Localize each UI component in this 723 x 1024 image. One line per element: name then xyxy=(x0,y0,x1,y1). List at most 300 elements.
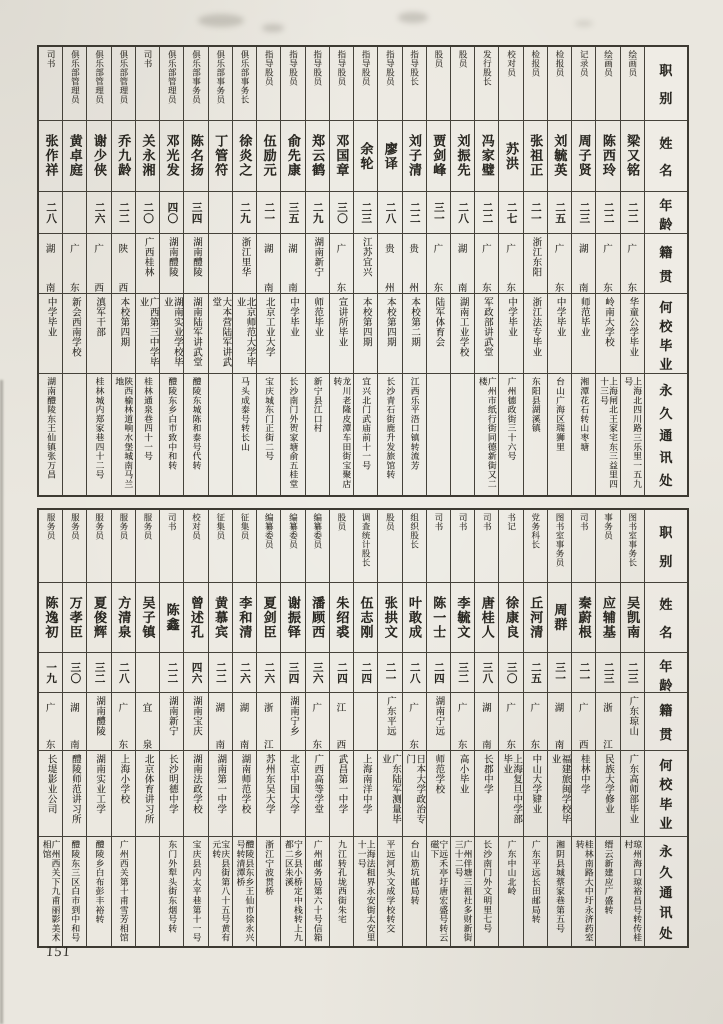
origin-cell xyxy=(233,233,256,293)
age-cell xyxy=(403,652,426,692)
age-cell xyxy=(209,652,232,692)
job-cell xyxy=(596,47,619,120)
name-cell xyxy=(548,582,571,652)
age-cell xyxy=(136,191,159,233)
school-text: 师范学校 xyxy=(433,754,444,794)
school-text: 师范毕业 xyxy=(312,297,323,337)
person-column xyxy=(571,510,595,946)
school-cell xyxy=(112,750,135,836)
school-cell xyxy=(596,293,619,373)
origin-cell: 湖 南 xyxy=(257,233,280,293)
age-cell xyxy=(330,191,353,233)
school-cell xyxy=(524,293,547,373)
origin-cell: 湖 南 xyxy=(209,692,232,750)
job-cell xyxy=(354,510,377,582)
name-text: 谢振铎 xyxy=(285,595,301,640)
person-column xyxy=(523,47,547,495)
job-text: 服务员 xyxy=(46,513,57,540)
job-text: 俱乐部事务员 xyxy=(191,50,202,104)
job-cell xyxy=(596,510,619,582)
job-text: 校对员 xyxy=(191,513,202,540)
school-text: 湖南师范学校 xyxy=(239,754,250,814)
name-text: 徐康良 xyxy=(503,595,519,640)
school-cell xyxy=(209,750,232,836)
school-cell xyxy=(378,750,401,836)
age-cell xyxy=(281,191,304,233)
name-cell xyxy=(233,120,256,191)
address-text: 上海法租界永安街太安里十一号 xyxy=(356,840,376,943)
school-text: 中学毕业 xyxy=(554,297,565,337)
school-text: 新会西南学校 xyxy=(69,297,80,357)
job-cell xyxy=(306,47,329,120)
school-cell xyxy=(621,750,644,836)
school-cell xyxy=(39,750,62,836)
address-cell xyxy=(112,373,135,495)
address-text: 广东中山北岭 xyxy=(506,840,517,896)
address-cell xyxy=(136,836,159,946)
address-text: 浙江宁波贯桥 xyxy=(264,840,275,896)
person-column xyxy=(305,47,329,495)
name-text: 夏俊辉 xyxy=(91,595,107,640)
age-text: 三四 xyxy=(287,661,299,684)
name-text: 李和清 xyxy=(237,595,253,640)
address-text: 广州德政街三十六号 xyxy=(506,377,517,461)
name-text: 谢少侠 xyxy=(91,134,107,178)
school-cell xyxy=(451,293,474,373)
name-text: 李毓文 xyxy=(455,595,471,640)
job-cell xyxy=(330,47,353,120)
school-cell xyxy=(596,750,619,836)
person-column xyxy=(208,510,232,946)
job-cell xyxy=(257,47,280,120)
school-text: 本校第四期 xyxy=(360,297,371,347)
name-cell xyxy=(184,120,207,191)
origin-cell xyxy=(87,692,110,750)
name-text: 贾剑峰 xyxy=(431,134,447,178)
field-header-origin: 籍 贯 xyxy=(645,233,687,293)
person-column xyxy=(523,510,547,946)
job-text: 俱乐部管理员 xyxy=(94,50,105,104)
name-cell xyxy=(257,120,280,191)
address-text: 湖南醴陵东王仙镇张万昌 xyxy=(46,377,57,480)
name-cell xyxy=(524,120,547,191)
origin-cell: 广 东 xyxy=(330,233,353,293)
name-cell xyxy=(63,582,86,652)
age-cell xyxy=(596,191,619,233)
name-text: 周群 xyxy=(552,603,568,632)
name-cell xyxy=(209,120,232,191)
name-cell xyxy=(524,582,547,652)
age-text: 三五 xyxy=(287,201,299,224)
school-text: 中学毕业 xyxy=(45,297,56,337)
address-cell xyxy=(87,836,110,946)
name-text: 应辅基 xyxy=(600,595,616,640)
age-text: 二一 xyxy=(263,201,275,224)
person-column xyxy=(547,47,571,495)
scan-edge-shadow xyxy=(0,380,3,1024)
school-text: 湖南实业工学 xyxy=(94,754,105,814)
address-text: 东阳县湖溪镇 xyxy=(530,377,541,433)
job-text: 发行股长 xyxy=(482,50,493,86)
origin-cell: 广 东 xyxy=(524,692,547,750)
school-text: 师范毕业 xyxy=(578,297,589,337)
name-text: 伍志刚 xyxy=(358,595,374,640)
age-cell xyxy=(63,652,86,692)
age-text: 三八 xyxy=(481,661,493,684)
address-text: 平远河头文成学校转交 xyxy=(385,840,396,933)
age-cell xyxy=(112,652,135,692)
name-cell xyxy=(87,582,110,652)
job-cell xyxy=(403,510,426,582)
origin-cell xyxy=(184,692,207,750)
job-cell xyxy=(136,47,159,120)
field-header-age: 年 龄 xyxy=(645,652,687,692)
school-text: 上海复旦中学部毕业 xyxy=(501,754,522,824)
school-cell xyxy=(572,293,595,373)
origin-cell: 湖 南 xyxy=(451,233,474,293)
roster-table-bottom xyxy=(37,508,689,948)
address-cell xyxy=(233,836,256,946)
age-text: 二八 xyxy=(384,201,396,224)
age-cell xyxy=(378,652,401,692)
age-text: 三〇 xyxy=(69,661,81,684)
job-cell xyxy=(499,47,522,120)
age-cell xyxy=(330,652,353,692)
school-cell xyxy=(233,750,256,836)
job-text: 绘画员 xyxy=(627,50,638,77)
person-column xyxy=(402,47,426,495)
school-text: 浙江法专毕业 xyxy=(530,297,541,357)
job-cell xyxy=(330,510,353,582)
job-text: 组织股长 xyxy=(409,513,420,549)
name-text: 周子贤 xyxy=(576,134,592,178)
name-text: 刘子清 xyxy=(407,134,423,178)
age-text: 二二 xyxy=(117,201,129,224)
school-text: 湖南实业学校毕业 xyxy=(161,297,182,367)
name-text: 刘振先 xyxy=(455,134,471,178)
name-cell xyxy=(596,120,619,191)
school-text: 苏州东吴大学 xyxy=(263,754,274,814)
school-text: 本校第二期 xyxy=(409,297,420,347)
job-cell xyxy=(451,47,474,120)
address-cell xyxy=(330,373,353,495)
address-cell xyxy=(209,836,232,946)
job-text: 编纂委员 xyxy=(288,513,299,549)
address-cell xyxy=(548,836,571,946)
school-cell xyxy=(330,750,353,836)
person-column xyxy=(620,510,644,946)
age-text: 二三 xyxy=(578,201,590,224)
person-column xyxy=(450,47,474,495)
school-cell xyxy=(475,293,498,373)
age-text: 二八 xyxy=(117,661,129,684)
job-cell xyxy=(63,47,86,120)
address-text: 上海闸北王家宅东三益里四十三号 xyxy=(599,377,618,489)
person-column xyxy=(377,510,401,946)
job-cell xyxy=(475,510,498,582)
age-cell xyxy=(257,191,280,233)
school-cell xyxy=(572,750,595,836)
name-text: 夏剑臣 xyxy=(261,595,277,640)
address-cell xyxy=(475,373,498,495)
job-cell xyxy=(524,510,547,582)
age-text: 二八 xyxy=(408,661,420,684)
job-text: 指导股员 xyxy=(264,50,275,86)
age-cell xyxy=(451,652,474,692)
address-text: 广州西关第十甫雪芳相馆 xyxy=(118,840,129,943)
school-cell xyxy=(499,750,522,836)
school-cell xyxy=(87,750,110,836)
job-text: 俱乐部事务员 xyxy=(215,50,226,104)
age-text: 二六 xyxy=(263,661,275,684)
origin-cell xyxy=(354,233,377,293)
name-cell xyxy=(354,120,377,191)
job-text: 指导股长 xyxy=(409,50,420,86)
roster-table-top xyxy=(37,45,689,497)
origin-cell: 广 东 xyxy=(499,233,522,293)
job-cell xyxy=(233,47,256,120)
name-cell xyxy=(160,120,183,191)
address-cell xyxy=(572,373,595,495)
name-text: 秦蔚根 xyxy=(576,595,592,640)
school-cell xyxy=(160,293,183,373)
person-column xyxy=(183,47,207,495)
name-text: 张拱文 xyxy=(382,595,398,640)
age-text: 二八 xyxy=(457,201,469,224)
age-text: 四〇 xyxy=(166,201,178,224)
job-text: 俱乐部管理员 xyxy=(167,50,178,104)
age-text: 二六 xyxy=(239,661,251,684)
age-text: 二八 xyxy=(45,201,57,224)
school-text: 日本大学政治专门 xyxy=(404,754,425,824)
name-text: 冯家璧 xyxy=(479,134,495,178)
field-header-address: 永 久 通 讯 处 xyxy=(645,373,687,495)
school-text: 北京师范大学毕业 xyxy=(234,297,255,367)
person-column xyxy=(595,47,619,495)
job-cell xyxy=(160,47,183,120)
address-text: 上海北四川路三乐里一五九号 xyxy=(623,377,643,489)
school-text: 华童公学毕业 xyxy=(627,297,638,357)
age-text: 二〇 xyxy=(142,201,154,224)
job-text: 司书 xyxy=(167,513,178,531)
name-cell xyxy=(548,120,571,191)
scan-smudge xyxy=(575,20,593,27)
name-cell xyxy=(403,582,426,652)
age-cell xyxy=(451,191,474,233)
address-cell xyxy=(281,373,304,495)
school-text: 高小毕业 xyxy=(457,754,468,794)
age-cell xyxy=(87,191,110,233)
school-cell xyxy=(403,750,426,836)
age-cell xyxy=(233,191,256,233)
person-column xyxy=(232,510,256,946)
age-cell xyxy=(87,652,110,692)
job-text: 事务员 xyxy=(603,513,614,540)
age-cell xyxy=(39,652,62,692)
address-cell xyxy=(621,373,644,495)
school-cell xyxy=(233,293,256,373)
school-text: 广西高等学堂 xyxy=(312,754,323,814)
job-text: 检报员 xyxy=(555,50,566,77)
address-text: 长沙青石街鹿升发旅馆转 xyxy=(385,377,396,480)
school-cell xyxy=(112,293,135,373)
origin-text: 江苏宜兴 xyxy=(360,237,371,277)
name-text: 吴子镇 xyxy=(140,595,156,640)
origin-cell xyxy=(427,692,450,750)
school-cell xyxy=(427,293,450,373)
address-text: 桂林城内郑家巷四十二号 xyxy=(94,377,105,480)
name-text: 陈鑫 xyxy=(164,603,180,632)
age-text: 二三 xyxy=(360,201,372,224)
school-cell xyxy=(184,750,207,836)
name-text: 乔九龄 xyxy=(116,134,132,178)
school-text: 北京体育讲习所 xyxy=(142,754,153,824)
address-text: 湘阴县城蔡家巷第五号 xyxy=(555,840,566,933)
person-column xyxy=(498,47,522,495)
origin-cell: 陕 西 xyxy=(112,233,135,293)
school-text: 本校第四期 xyxy=(384,297,395,347)
origin-cell: 广 西 xyxy=(87,233,110,293)
origin-cell: 贵 州 xyxy=(378,233,401,293)
address-text: 宜兴北门武庙前十一号 xyxy=(361,377,372,470)
address-cell xyxy=(330,836,353,946)
name-text: 张祖正 xyxy=(528,134,544,178)
age-cell xyxy=(475,191,498,233)
school-text: 北京工业大学 xyxy=(263,297,274,357)
age-text: 三二 xyxy=(93,661,105,684)
person-column xyxy=(39,510,62,946)
age-cell xyxy=(621,652,644,692)
job-text: 服务员 xyxy=(94,513,105,540)
school-text: 湖南工业学校 xyxy=(457,297,468,357)
school-cell xyxy=(136,293,159,373)
school-cell xyxy=(499,293,522,373)
name-text: 曾述孔 xyxy=(188,595,204,640)
origin-text: 湖南醴陵 xyxy=(166,237,177,277)
address-cell xyxy=(233,373,256,495)
name-text: 叶敢成 xyxy=(407,595,423,640)
scan-smudge xyxy=(398,12,428,23)
age-text: 二一 xyxy=(384,661,396,684)
address-cell xyxy=(378,373,401,495)
school-cell xyxy=(63,750,86,836)
job-cell xyxy=(499,510,522,582)
name-cell xyxy=(306,582,329,652)
job-text: 司书 xyxy=(458,513,469,531)
name-text: 陈逸初 xyxy=(43,595,59,640)
person-column xyxy=(353,510,377,946)
school-cell xyxy=(184,293,207,373)
school-text: 长堤影业公司 xyxy=(45,754,56,814)
job-cell xyxy=(403,47,426,120)
origin-text: 湖南新宁 xyxy=(166,696,177,736)
job-text: 俱乐部管理员 xyxy=(118,50,129,104)
person-column xyxy=(183,510,207,946)
origin-cell xyxy=(160,233,183,293)
age-cell xyxy=(39,191,62,233)
origin-cell xyxy=(621,692,644,750)
school-text: 中学毕业 xyxy=(287,297,298,337)
job-text: 股员 xyxy=(385,513,396,531)
job-text: 服务员 xyxy=(118,513,129,540)
person-column xyxy=(62,47,86,495)
address-text: 醴陵东三区白市到中和号 xyxy=(70,840,81,943)
person-column xyxy=(474,47,498,495)
school-cell xyxy=(136,750,159,836)
age-cell xyxy=(136,652,159,692)
origin-cell xyxy=(184,233,207,293)
school-cell xyxy=(524,750,547,836)
person-column xyxy=(329,510,353,946)
field-header-name: 姓 名 xyxy=(645,582,687,652)
school-cell xyxy=(378,293,401,373)
address-cell xyxy=(354,836,377,946)
origin-cell: 广 东 xyxy=(451,692,474,750)
school-cell xyxy=(281,750,304,836)
name-text: 陈一士 xyxy=(431,595,447,640)
school-text: 宣讲所毕业 xyxy=(336,297,347,347)
address-cell xyxy=(403,373,426,495)
name-cell xyxy=(330,120,353,191)
age-text: 二五 xyxy=(529,661,541,684)
name-cell xyxy=(306,120,329,191)
origin-cell: 浙 江 xyxy=(596,692,619,750)
address-text: 广州市纸行街同德新街又二楼 xyxy=(477,377,497,489)
name-text: 吴凯南 xyxy=(625,595,641,640)
school-cell xyxy=(160,750,183,836)
job-cell xyxy=(63,510,86,582)
job-cell xyxy=(233,510,256,582)
age-text: 二九 xyxy=(311,201,323,224)
origin-cell: 宜 泉 xyxy=(136,692,159,750)
age-cell xyxy=(427,191,450,233)
age-cell xyxy=(233,652,256,692)
address-cell xyxy=(499,836,522,946)
job-cell xyxy=(112,510,135,582)
job-text: 服务员 xyxy=(143,513,154,540)
name-cell xyxy=(257,582,280,652)
school-cell xyxy=(451,750,474,836)
address-cell xyxy=(499,373,522,495)
address-cell xyxy=(281,836,304,946)
age-cell xyxy=(572,652,595,692)
address-text: 广州西关下九甫丽影美术相馆 xyxy=(41,840,61,943)
job-text: 书记 xyxy=(506,513,517,531)
field-header-job: 职 别 xyxy=(645,47,687,120)
name-text: 张作祥 xyxy=(43,134,59,178)
origin-cell xyxy=(209,233,232,293)
address-text: 广州邮务局第六十号信箱 xyxy=(312,840,323,943)
age-cell xyxy=(209,191,232,233)
school-text: 广东陆军测量毕业 xyxy=(379,754,400,824)
school-cell xyxy=(548,293,571,373)
address-text: 湘潭花石转山枣塘 xyxy=(579,377,590,452)
address-cell xyxy=(184,373,207,495)
job-text: 编纂委员 xyxy=(264,513,275,549)
school-text: 醴陵师范讲习所 xyxy=(69,754,80,824)
origin-text: 湖南宁乡 xyxy=(287,696,298,736)
job-text: 司书 xyxy=(143,50,154,68)
person-column xyxy=(474,510,498,946)
age-text: 三〇 xyxy=(505,661,517,684)
job-cell xyxy=(184,510,207,582)
origin-cell xyxy=(136,233,159,293)
person-column xyxy=(377,47,401,495)
address-text: 江西乐平浯口镇转流芳 xyxy=(409,377,420,470)
name-cell xyxy=(112,582,135,652)
address-cell xyxy=(63,373,86,495)
name-text: 方清泉 xyxy=(116,595,132,640)
